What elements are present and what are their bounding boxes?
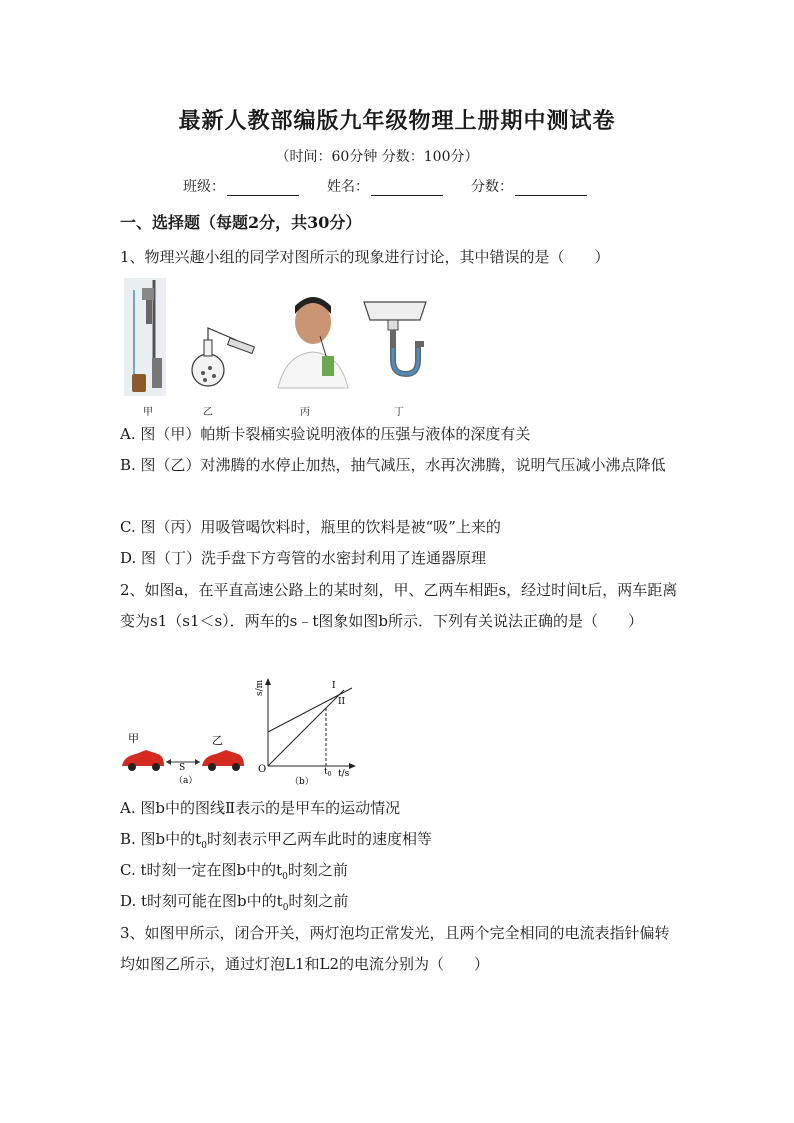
- line-I: [268, 690, 344, 766]
- q2-option-c-post: 时刻之前: [287, 861, 348, 879]
- q2-option-c-sub: 0: [282, 872, 288, 882]
- x-axis-label: t/s: [338, 769, 350, 779]
- figure-ding-sink-trap: [362, 298, 428, 384]
- origin-label: O: [258, 764, 267, 775]
- line-I-label: I: [332, 681, 336, 691]
- fig-a-caption: （a）: [174, 776, 198, 786]
- question-3-text: 3、如图甲所示，闭合开关，两灯泡均正常发光，且两个完全相同的电流表指针偏转均如图乙所示，通过灯泡L1和L2的电流分别为（ ）: [120, 924, 670, 973]
- class-field: [183, 176, 299, 196]
- class-blank[interactable]: [227, 179, 299, 196]
- figure-a-two-cars: [118, 732, 244, 786]
- fig-label-yi: 乙: [203, 407, 213, 418]
- name-label: 姓名：: [327, 179, 369, 195]
- y-axis-label: s/m: [255, 679, 265, 696]
- q1-option-b[interactable]: B. 图（乙）对沸腾的水停止加热，抽气减压，水再次沸腾，说明气压减小沸点降低: [120, 456, 666, 474]
- score-label: 分数：: [471, 179, 513, 195]
- figure-jia-pascal-barrel: [124, 278, 166, 396]
- score-field: [471, 176, 587, 196]
- q2-option-d-post: 时刻之前: [288, 892, 349, 910]
- student-info-row: [183, 176, 587, 196]
- car-yi-label: 乙: [212, 734, 223, 747]
- distance-label: S: [179, 763, 186, 773]
- score-blank[interactable]: [515, 179, 587, 196]
- q2-option-b-post: 时刻表示甲乙两车此时的速度相等: [206, 830, 432, 848]
- q2-option-b-sub: 0: [201, 841, 207, 851]
- fig-b-caption: （b）: [290, 777, 314, 787]
- fig-label-jia: 甲: [143, 407, 153, 418]
- class-label: 班级：: [183, 179, 225, 195]
- line-II-label: II: [338, 697, 346, 707]
- car-jia-label: 甲: [128, 732, 139, 745]
- t0-label: $t_0$: [324, 767, 332, 778]
- figure-bing-boy-drinking: [278, 292, 348, 388]
- q2-option-a[interactable]: A. 图b中的图线Ⅱ表示的是甲车的运动情况: [120, 799, 401, 817]
- page-title: 最新人教部编版九年级物理上册期中测试卷: [178, 108, 616, 134]
- question-2-text: 2、如图a，在平直高速公路上的某时刻，甲、乙两车相距s，经过时间t后，两车距离变为s1（s1＜s）．两车的s﹣t图象如图b所示．下列有关说法正确的是（ ）: [120, 581, 678, 630]
- question-1-text: 1、物理兴趣小组的同学对图所示的现象进行讨论，其中错误的是（ ）: [120, 248, 610, 266]
- figure-b-st-graph: [254, 676, 358, 786]
- fig-label-ding: 丁: [394, 407, 404, 418]
- q2-option-d-sub: 0: [282, 903, 289, 913]
- name-blank[interactable]: [371, 179, 443, 196]
- exam-subtitle: （时间：60分钟 分数：100分）: [275, 149, 479, 165]
- q2-option-c-pre: C. t时刻一定在图b中的t: [120, 861, 283, 879]
- figure-yi-flask-syringe: [190, 318, 262, 390]
- line-II: [268, 688, 352, 732]
- name-field: [327, 176, 443, 196]
- q2-option-d-pre: D. t时刻可能在图b中的t: [120, 892, 283, 910]
- q2-option-b-pre: B. 图b中的t: [120, 830, 202, 848]
- q1-option-c[interactable]: C. 图（丙）用吸管喝饮料时，瓶里的饮料是被“吸”上来的: [120, 518, 501, 536]
- fig-label-bing: 丙: [300, 407, 310, 418]
- section-heading: 一、选择题（每题2分，共30分）: [120, 213, 362, 232]
- q1-option-d[interactable]: D. 图（丁）洗手盘下方弯管的水密封利用了连通器原理: [120, 549, 487, 567]
- q1-option-a[interactable]: A. 图（甲）帕斯卡裂桶实验说明液体的压强与液体的深度有关: [120, 425, 531, 443]
